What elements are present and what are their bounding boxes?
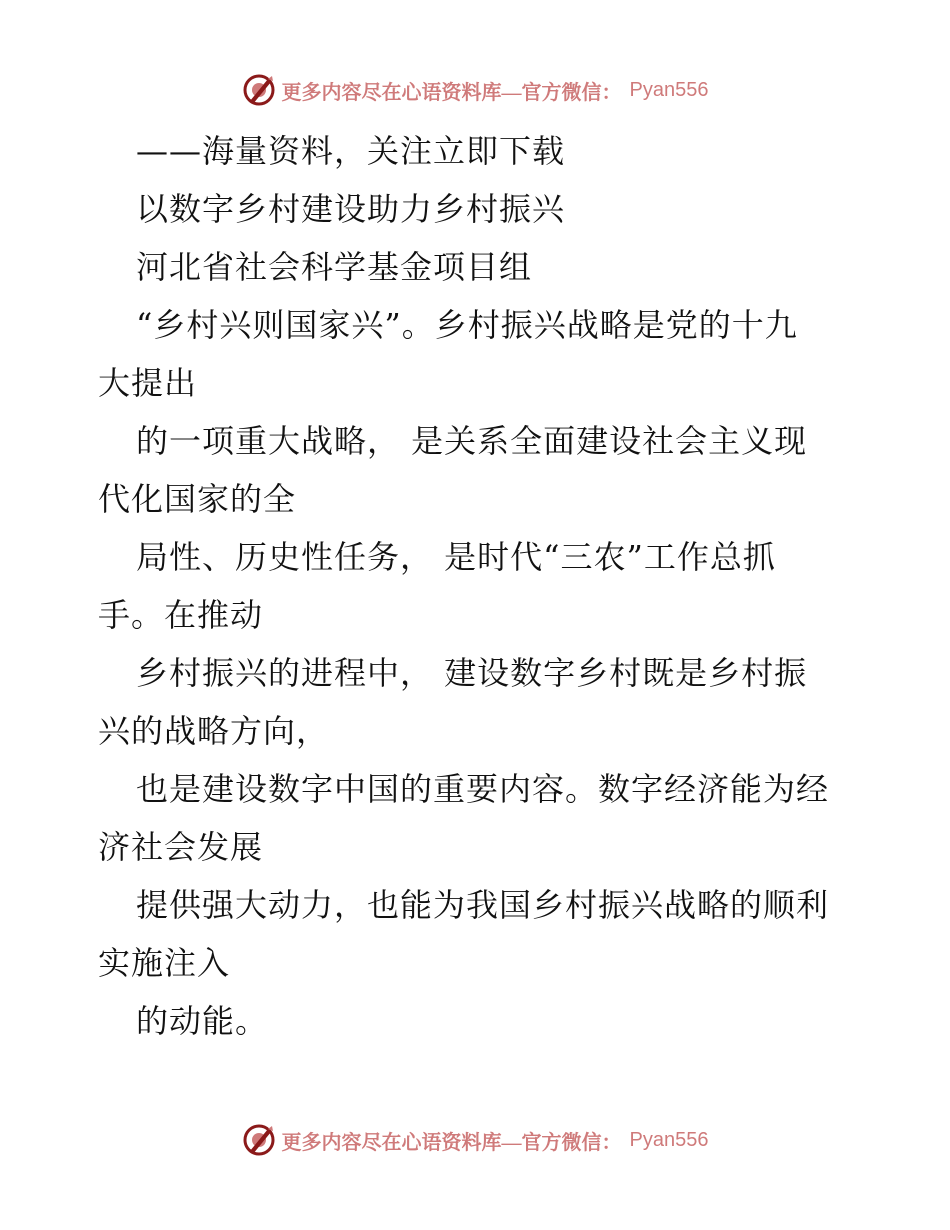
text-line: 济社会发展 [98,828,264,866]
text-line: 提供强大动力，也能为我国乡村振兴战略的顺利 [136,886,830,924]
body-text [98,122,858,1050]
header-banner [0,70,950,110]
header-banner-inner [242,73,709,107]
header-banner-text: 更多内容尽在心语资料库—官方微信： [281,81,622,104]
pen-logo-icon [242,1123,276,1157]
text-line: 兴的战略方向， [98,712,330,750]
text-line-title: 以数字乡村建设助力乡村振兴 [136,190,566,228]
text-line-author: 河北省社会科学基金项目组 [136,248,533,286]
header-banner-wechat-id: Pyan556 [629,78,709,101]
text-line: 的动能。 [136,1002,269,1040]
text-line: 的一项重大战略， 是关系全面建设社会主义现 [136,422,808,460]
text-line: 大提出 [98,364,198,402]
footer-banner-text: 更多内容尽在心语资料库—官方微信： [281,1131,622,1154]
pen-logo-icon [242,73,276,107]
text-line-tagline: ——海量资料，关注立即下载 [136,132,566,170]
text-line: 乡村振兴的进程中， 建设数字乡村既是乡村振 [136,654,808,692]
text-line: 也是建设数字中国的重要内容。数字经济能为经 [136,770,830,808]
text-line: 手。在推动 [98,596,264,634]
footer-banner-wechat-id: Pyan556 [629,1128,709,1151]
footer-banner-inner [242,1123,709,1157]
footer-banner [0,1120,950,1160]
text-line: 局性、历史性任务， 是时代“三农”工作总抓 [136,538,776,576]
text-line: “乡村兴则国家兴”。乡村振兴战略是党的十九 [136,306,798,344]
text-line: 实施注入 [98,944,231,982]
text-line: 代化国家的全 [98,480,297,518]
